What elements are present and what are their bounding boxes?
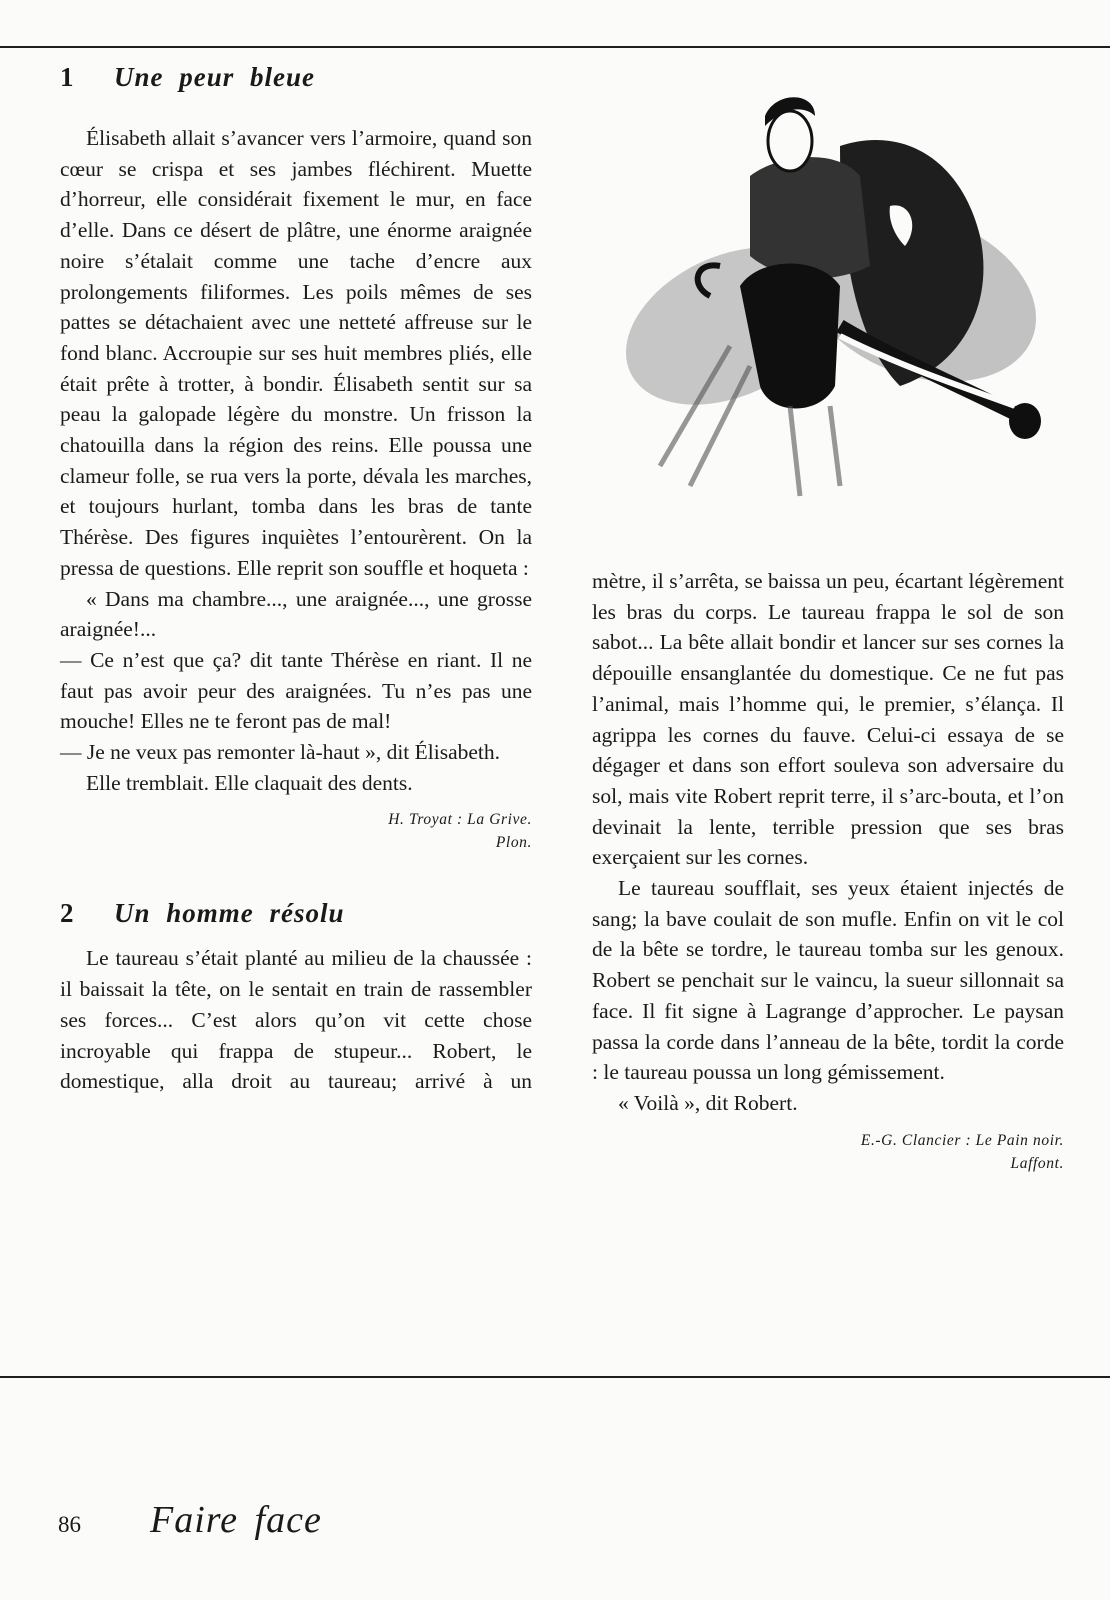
section-1-heading (60, 62, 532, 93)
section-2-source-publisher: Laffont. (1010, 1154, 1064, 1172)
bull-wrestling-illustration (600, 86, 1050, 516)
section-2-heading (60, 898, 532, 929)
section-2-number: 2 (60, 898, 74, 929)
right-column (592, 566, 1064, 1175)
section-1-title: Une peur bleue (114, 62, 315, 92)
section-1-paragraph: « Dans ma chambre..., une araignée..., une grosse araignée!... (60, 586, 532, 642)
section-2-source (592, 1129, 1064, 1175)
section-2-title: Un homme résolu (114, 898, 345, 929)
chapter-title: Faire face (150, 1499, 322, 1541)
section-1-source (60, 808, 532, 854)
section-1-paragraph: — Je ne veux pas remonter là-haut », dit Élisabeth. (60, 740, 501, 765)
section-2-paragraph: Le taureau soufflait, ses yeux étaient injectés de sang; la bave coulait de son mufle. Enfin on vit le col de la bête se tordre, le taureau tomba sur les genoux. Robert se penchait sur le vaincu, la sueur sillonnait sa face. Il fit signe à Lagrange d’approcher. Le paysan passa la corde dans l’anneau de la bête, tordit la corde : le taureau poussa un long gémissement. (592, 876, 1064, 1085)
section-2-source-work: E.-G. Clancier : Le Pain noir. (860, 1131, 1064, 1149)
section-1-number: 1 (60, 62, 74, 92)
section-2-paragraph: Le taureau s’était planté au milieu de la chaussée : il baissait la tête, on le sentait en train de rassembler ses forces... C’est alors qu’on vit cette chose incroyable qui frappa de stupeur... Robert, le domestique, alla droit au taureau; arrivé à un (60, 946, 532, 1094)
section-1-source-publisher: Plon. (495, 834, 532, 852)
section-1-paragraph: Élisabeth allait s’avancer vers l’armoire, quand son cœur se crispa et ses jambes fléchirent. Muette d’horreur, elle considérait fixement le mur, en face d’elle. Dans ce désert de plâtre, une énorme araignée noire s’étalait comme une tache d’encre aux prolongements filiformes. Les poils mêmes de ses pattes se détachaient avec une netteté affreuse sur le fond blanc. Accroupie sur ses huit membres pliés, elle était prête à trotter, à bondir. Élisabeth sentit sur sa peau la galopade légère du monstre. Un frisson la chatouilla dans la région des reins. Elle poussa une clameur folle, se rua vers la porte, dévala les marches, et toujours hurlant, tomba dans les bras de tante Thérèse. Des figures inquiètes l’entourèrent. On la pressa de questions. Elle reprit son souffle et hoqueta : (60, 126, 532, 580)
section-1-paragraph: Elle tremblait. Elle claquait des dents. (86, 770, 413, 795)
top-rule (0, 46, 1110, 48)
page-footer (58, 1498, 322, 1542)
page-number: 86 (58, 1512, 81, 1537)
left-column (60, 62, 532, 1097)
section-1-source-work: H. Troyat : La Grive. (388, 811, 532, 829)
section-1-paragraph: — Ce n’est que ça? dit tante Thérèse en riant. Il ne faut pas avoir peur des araignées. Tu n’es pas une mouche! Elles ne te feront pas de mal! (60, 647, 532, 734)
section-2-paragraph: mètre, il s’arrêta, se baissa un peu, écartant légèrement les bras du corps. Le taureau frappa le sol de son sabot... La bête allait bondir et lancer sur ses cornes la dépouille ensanglantée du domestique. Ce ne fut pas l’animal, mais l’homme qui, le premier, s’élança. Il agrippa les cornes du fauve. Celui-ci essaya de se dégager et dans son effort souleva son adversaire du sol, mais vite Robert reprit terre, il s’arc-bouta, et l’on devinait la lente, terrible pression que ses bras exerçaient sur les cornes. (592, 569, 1064, 870)
bottom-rule (0, 1376, 1110, 1378)
section-2-paragraph: « Voilà », dit Robert. (618, 1090, 798, 1115)
